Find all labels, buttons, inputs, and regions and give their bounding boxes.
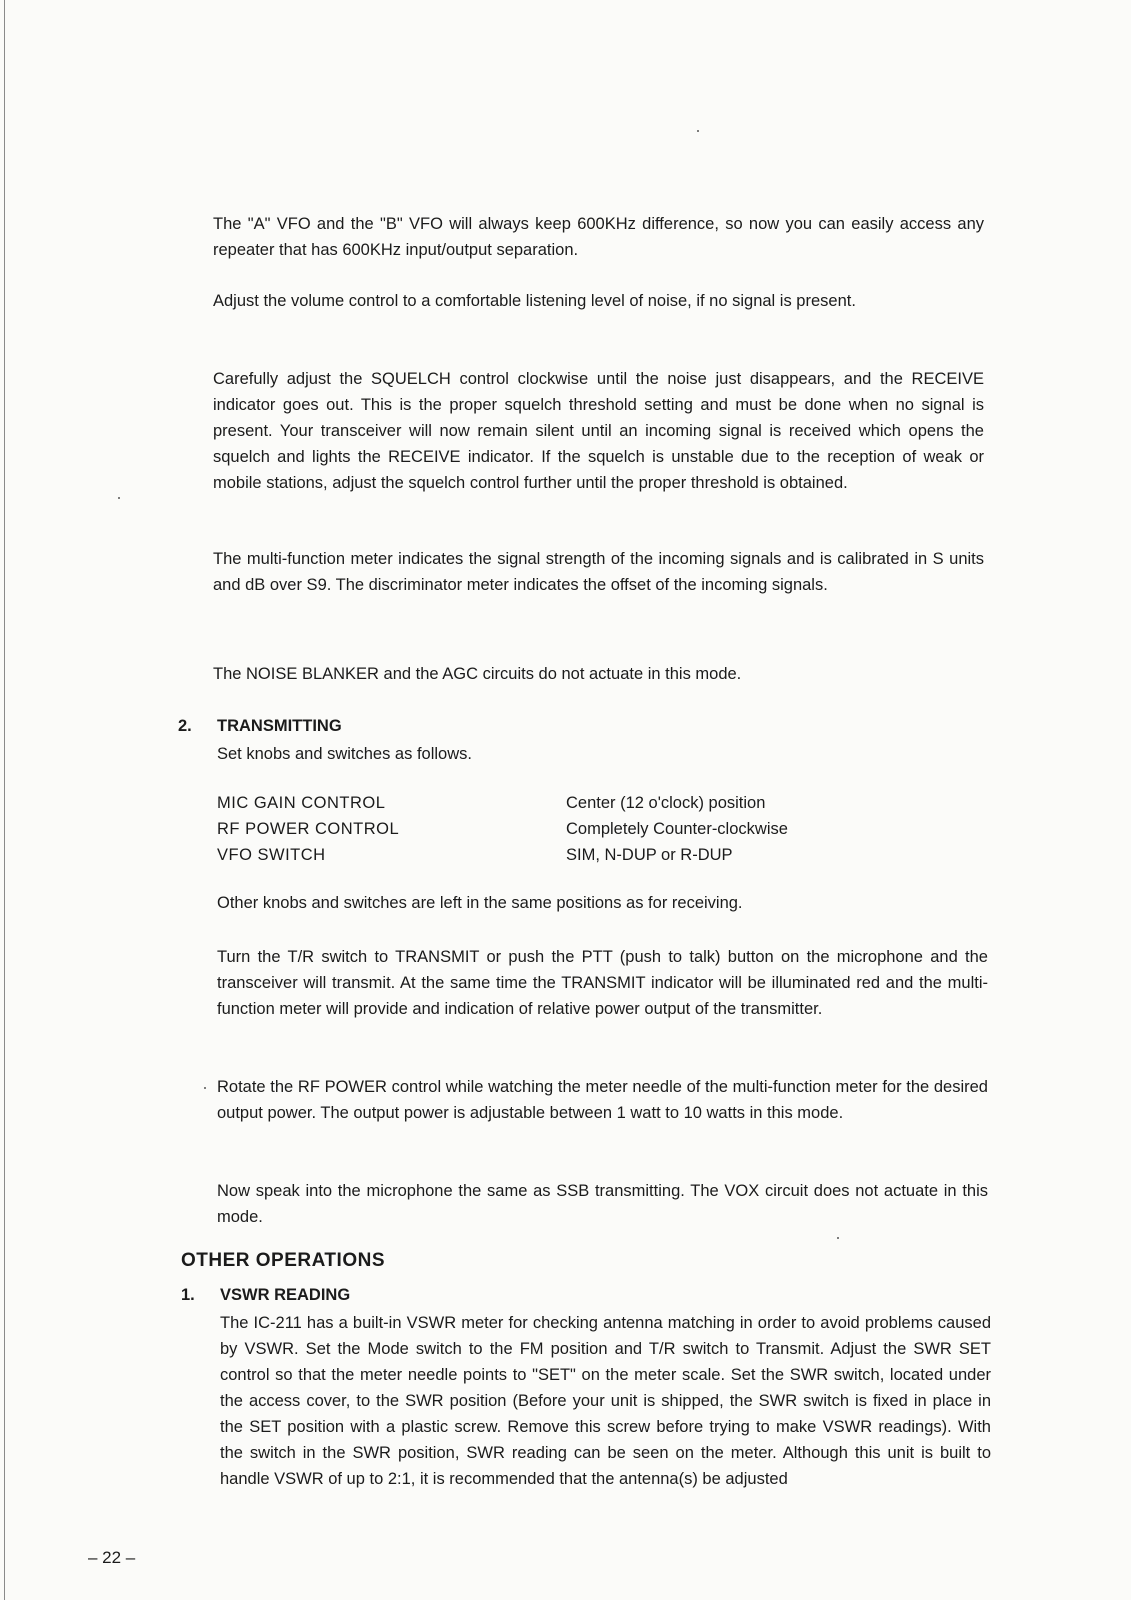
paragraph-transmit: Turn the T/R switch to TRANSMIT or push the PTT (push to talk) button on the microphone and the transceiver will transmit. At the same time the TRANSMIT indicator will be illuminated red and the multi-function meter will provide and indication of relative power output of the transmitter. — [217, 948, 988, 1018]
paragraph-squelch: Carefully adjust the SQUELCH control clockwise until the noise just disappears, and the RECEIVE indicator goes out. This is the proper squelch threshold setting and must be done when no signal is present. Your transceiver will now remain silent until an incoming signal is received which opens the squelch and lights the RECEIVE indicator. If the squelch is unstable due to the reception of weak or mobile stations, adjust the squelch control further until the proper threshold is obtained. — [213, 370, 984, 492]
setting-value: Completely Counter-clockwise — [566, 820, 788, 838]
paragraph-speak: Now speak into the microphone the same as SSB transmitting. The VOX circuit does not actuate in this mode. — [217, 1182, 988, 1226]
setting-row — [217, 816, 987, 842]
paragraph-rf-power: Rotate the RF POWER control while watching the meter needle of the multi-function meter for the desired output power. The output power is adjustable between 1 watt to 10 watts in this mode. — [217, 1078, 988, 1122]
paragraph-volume: Adjust the volume control to a comfortable listening level of noise, if no signal is present. — [213, 292, 856, 310]
paragraph-noise-blanker: The NOISE BLANKER and the AGC circuits do not actuate in this mode. — [213, 665, 742, 683]
paragraph-vfo-difference: The "A" VFO and the "B" VFO will always keep 600KHz difference, so now you can easily access any repeater that has 600KHz input/output separation. — [213, 215, 984, 259]
page-number: – 22 – — [88, 1548, 136, 1567]
setting-row — [217, 842, 987, 868]
section-title-transmitting: TRANSMITTING — [217, 717, 342, 735]
section-number: 2. — [178, 717, 192, 735]
settings-list — [217, 790, 987, 868]
scan-speck — [204, 1087, 206, 1089]
paragraph-vswr: The IC-211 has a built-in VSWR meter for checking antenna matching in order to avoid problems caused by VSWR. Set the Mode switch to the FM position and T/R switch to Transmit. Adjust the SWR SET control so that the meter needle points to "SET" on the meter scale. Set the SWR switch, located under the access cover, to the SWR position (Before your unit is shipped, the SWR switch is fixed in place in the SET position with a plastic screw. Remove this screw before trying to make VSWR readings). With the switch in the SWR position, SWR reading can be seen on the meter. Although this unit is built to handle VSWR of up to 2:1, it is recommended that the antenna(s) be adjusted — [220, 1314, 991, 1488]
setting-value: Center (12 o'clock) position — [566, 794, 766, 812]
subsection-number: 1. — [181, 1286, 195, 1304]
scan-speck — [118, 497, 120, 499]
heading-other-operations: OTHER OPERATIONS — [181, 1250, 385, 1271]
scan-speck — [697, 130, 699, 132]
setting-name: VFO SWITCH — [217, 846, 326, 864]
subsection-title-vswr: VSWR READING — [220, 1286, 351, 1304]
setting-name: RF POWER CONTROL — [217, 820, 400, 838]
section-intro: Set knobs and switches as follows. — [217, 745, 472, 763]
setting-name: MIC GAIN CONTROL — [217, 794, 386, 812]
paragraph-meter: The multi-function meter indicates the signal strength of the incoming signals and is calibrated in S units and dB over S9. The discriminator meter indicates the offset of the incoming signals. — [213, 550, 984, 594]
setting-row — [217, 790, 987, 816]
setting-value: SIM, N-DUP or R-DUP — [566, 846, 733, 864]
scan-speck — [837, 1237, 839, 1239]
paragraph-other-knobs: Other knobs and switches are left in the same positions as for receiving. — [217, 894, 743, 912]
